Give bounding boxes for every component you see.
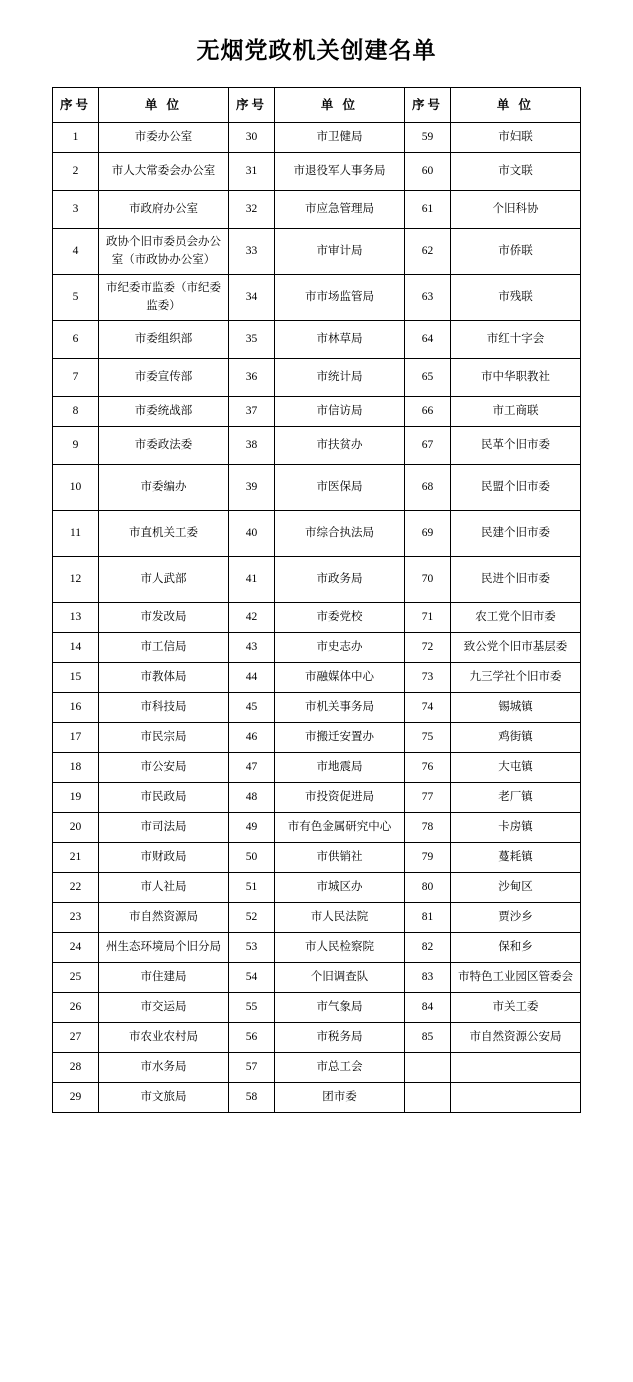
cell-unit: 市农业农村局 [99,1023,229,1053]
table-row [53,321,581,359]
cell-unit: 市气象局 [275,993,405,1023]
table-row [53,753,581,783]
cell-index: 61 [405,191,451,229]
cell-index: 22 [53,873,99,903]
cell-unit: 市人民检察院 [275,933,405,963]
cell-index: 12 [53,557,99,603]
cell-index: 20 [53,813,99,843]
cell-empty [451,1053,581,1083]
cell-index: 39 [229,465,275,511]
cell-index: 72 [405,633,451,663]
column-header-unit-3: 单 位 [451,88,581,123]
table-row [53,663,581,693]
cell-unit: 市纪委市监委（市纪委监委） [99,275,229,321]
cell-index: 63 [405,275,451,321]
cell-index: 68 [405,465,451,511]
table-row [53,693,581,723]
cell-empty [405,1083,451,1113]
cell-index: 3 [53,191,99,229]
table-row [53,123,581,153]
cell-index: 55 [229,993,275,1023]
table-row [53,933,581,963]
cell-unit: 市委统战部 [99,397,229,427]
cell-index: 48 [229,783,275,813]
table-row [53,633,581,663]
table-row [53,427,581,465]
cell-unit: 蔓耗镇 [451,843,581,873]
cell-unit: 致公党个旧市基层委 [451,633,581,663]
cell-index: 15 [53,663,99,693]
cell-unit: 市关工委 [451,993,581,1023]
cell-index: 47 [229,753,275,783]
cell-index: 4 [53,229,99,275]
table-row [53,1023,581,1053]
cell-unit: 九三学社个旧市委 [451,663,581,693]
table-row [53,229,581,275]
cell-unit: 市委政法委 [99,427,229,465]
cell-unit: 市委组织部 [99,321,229,359]
cell-index: 34 [229,275,275,321]
cell-unit: 市人武部 [99,557,229,603]
cell-unit: 市水务局 [99,1053,229,1083]
cell-index: 24 [53,933,99,963]
cell-unit: 民建个旧市委 [451,511,581,557]
table-row [53,873,581,903]
cell-unit: 市史志办 [275,633,405,663]
cell-index: 46 [229,723,275,753]
table-header-row [53,88,581,123]
table-row [53,191,581,229]
cell-unit: 个旧科协 [451,191,581,229]
cell-unit: 民盟个旧市委 [451,465,581,511]
cell-unit: 市委党校 [275,603,405,633]
cell-index: 18 [53,753,99,783]
cell-unit: 市应急管理局 [275,191,405,229]
cell-index: 1 [53,123,99,153]
cell-index: 78 [405,813,451,843]
cell-unit: 市供销社 [275,843,405,873]
cell-index: 27 [53,1023,99,1053]
cell-unit: 民进个旧市委 [451,557,581,603]
cell-unit: 市民宗局 [99,723,229,753]
cell-unit: 老厂镇 [451,783,581,813]
table-row [53,275,581,321]
cell-index: 44 [229,663,275,693]
cell-index: 30 [229,123,275,153]
cell-index: 56 [229,1023,275,1053]
cell-index: 52 [229,903,275,933]
cell-unit: 市特色工业园区管委会 [451,963,581,993]
cell-unit: 市林草局 [275,321,405,359]
table-row [53,465,581,511]
table-row [53,1053,581,1083]
column-header-index-2: 序号 [229,88,275,123]
table-row [53,603,581,633]
cell-index: 26 [53,993,99,1023]
cell-unit: 市交运局 [99,993,229,1023]
cell-index: 80 [405,873,451,903]
cell-unit: 市自然资源局 [99,903,229,933]
cell-unit: 市地震局 [275,753,405,783]
cell-unit: 市红十字会 [451,321,581,359]
cell-unit: 市机关事务局 [275,693,405,723]
cell-index: 73 [405,663,451,693]
cell-unit: 市中华职教社 [451,359,581,397]
cell-unit: 锡城镇 [451,693,581,723]
table-row [53,1083,581,1113]
cell-unit: 个旧调查队 [275,963,405,993]
cell-unit: 团市委 [275,1083,405,1113]
cell-unit: 市人大常委会办公室 [99,153,229,191]
cell-index: 70 [405,557,451,603]
cell-index: 65 [405,359,451,397]
cell-unit: 市审计局 [275,229,405,275]
cell-unit: 市文联 [451,153,581,191]
cell-index: 74 [405,693,451,723]
cell-index: 40 [229,511,275,557]
cell-index: 67 [405,427,451,465]
cell-unit: 市文旅局 [99,1083,229,1113]
cell-unit: 市残联 [451,275,581,321]
cell-index: 31 [229,153,275,191]
cell-index: 76 [405,753,451,783]
cell-index: 53 [229,933,275,963]
cell-index: 77 [405,783,451,813]
cell-unit: 市医保局 [275,465,405,511]
table-header [53,88,581,123]
table-row [53,723,581,753]
cell-index: 41 [229,557,275,603]
cell-index: 79 [405,843,451,873]
cell-unit: 市政府办公室 [99,191,229,229]
cell-index: 51 [229,873,275,903]
cell-unit: 市人社局 [99,873,229,903]
cell-index: 82 [405,933,451,963]
cell-index: 84 [405,993,451,1023]
cell-unit: 市工信局 [99,633,229,663]
cell-index: 23 [53,903,99,933]
table-row [53,783,581,813]
cell-unit: 市市场监管局 [275,275,405,321]
cell-index: 5 [53,275,99,321]
cell-index: 37 [229,397,275,427]
cell-unit: 市住建局 [99,963,229,993]
table-row [53,993,581,1023]
cell-unit: 民革个旧市委 [451,427,581,465]
column-header-unit-1: 单 位 [99,88,229,123]
cell-unit: 市搬迁安置办 [275,723,405,753]
cell-index: 58 [229,1083,275,1113]
cell-index: 43 [229,633,275,663]
cell-index: 8 [53,397,99,427]
cell-unit: 市司法局 [99,813,229,843]
table-row [53,557,581,603]
cell-unit: 农工党个旧市委 [451,603,581,633]
cell-unit: 市委宣传部 [99,359,229,397]
table-row [53,359,581,397]
cell-index: 38 [229,427,275,465]
cell-index: 50 [229,843,275,873]
cell-index: 2 [53,153,99,191]
cell-unit: 市发改局 [99,603,229,633]
cell-unit: 市信访局 [275,397,405,427]
cell-index: 45 [229,693,275,723]
cell-index: 85 [405,1023,451,1053]
cell-unit: 市卫健局 [275,123,405,153]
cell-index: 59 [405,123,451,153]
cell-index: 16 [53,693,99,723]
cell-unit: 大屯镇 [451,753,581,783]
cell-unit: 市妇联 [451,123,581,153]
cell-unit: 市自然资源公安局 [451,1023,581,1053]
cell-index: 13 [53,603,99,633]
cell-unit: 市工商联 [451,397,581,427]
cell-index: 75 [405,723,451,753]
cell-index: 36 [229,359,275,397]
cell-unit: 市统计局 [275,359,405,397]
column-header-index-1: 序号 [53,88,99,123]
cell-unit: 市政务局 [275,557,405,603]
cell-unit: 市综合执法局 [275,511,405,557]
cell-unit: 市财政局 [99,843,229,873]
cell-unit: 市教体局 [99,663,229,693]
cell-index: 33 [229,229,275,275]
cell-unit: 政协个旧市委员会办公室（市政协办公室） [99,229,229,275]
cell-index: 11 [53,511,99,557]
cell-unit: 卡房镇 [451,813,581,843]
cell-unit: 州生态环境局个旧分局 [99,933,229,963]
table-row [53,813,581,843]
cell-unit: 市人民法院 [275,903,405,933]
cell-index: 19 [53,783,99,813]
cell-unit: 保和乡 [451,933,581,963]
cell-unit: 市投资促进局 [275,783,405,813]
cell-unit: 沙甸区 [451,873,581,903]
cell-index: 9 [53,427,99,465]
column-header-unit-2: 单 位 [275,88,405,123]
cell-index: 32 [229,191,275,229]
cell-index: 49 [229,813,275,843]
column-header-index-3: 序号 [405,88,451,123]
table-row [53,153,581,191]
cell-unit: 市科技局 [99,693,229,723]
cell-index: 60 [405,153,451,191]
cell-index: 69 [405,511,451,557]
cell-unit: 市有色金属研究中心 [275,813,405,843]
table-row [53,903,581,933]
cell-unit: 市直机关工委 [99,511,229,557]
table-body [53,123,581,1113]
cell-unit: 市委编办 [99,465,229,511]
cell-index: 57 [229,1053,275,1083]
table-row [53,397,581,427]
cell-index: 25 [53,963,99,993]
cell-index: 66 [405,397,451,427]
cell-index: 7 [53,359,99,397]
table-row [53,963,581,993]
cell-unit: 市融媒体中心 [275,663,405,693]
cell-index: 28 [53,1053,99,1083]
cell-index: 62 [405,229,451,275]
cell-index: 64 [405,321,451,359]
cell-unit: 市公安局 [99,753,229,783]
cell-index: 83 [405,963,451,993]
cell-unit: 市退役军人事务局 [275,153,405,191]
cell-index: 71 [405,603,451,633]
cell-index: 29 [53,1083,99,1113]
page-title: 无烟党政机关创建名单 [196,38,437,63]
cell-unit: 市城区办 [275,873,405,903]
cell-empty [451,1083,581,1113]
cell-unit: 鸡街镇 [451,723,581,753]
table-container [0,87,633,1143]
cell-unit: 市税务局 [275,1023,405,1053]
cell-index: 21 [53,843,99,873]
cell-index: 35 [229,321,275,359]
cell-unit: 市民政局 [99,783,229,813]
cell-index: 42 [229,603,275,633]
cell-unit: 市委办公室 [99,123,229,153]
table-row [53,843,581,873]
cell-index: 10 [53,465,99,511]
cell-unit: 市侨联 [451,229,581,275]
cell-index: 17 [53,723,99,753]
table-row [53,511,581,557]
cell-index: 54 [229,963,275,993]
cell-index: 14 [53,633,99,663]
cell-unit: 市扶贫办 [275,427,405,465]
cell-unit: 市总工会 [275,1053,405,1083]
cell-empty [405,1053,451,1083]
cell-unit: 贾沙乡 [451,903,581,933]
cell-index: 81 [405,903,451,933]
unit-list-table [52,87,581,1113]
cell-index: 6 [53,321,99,359]
